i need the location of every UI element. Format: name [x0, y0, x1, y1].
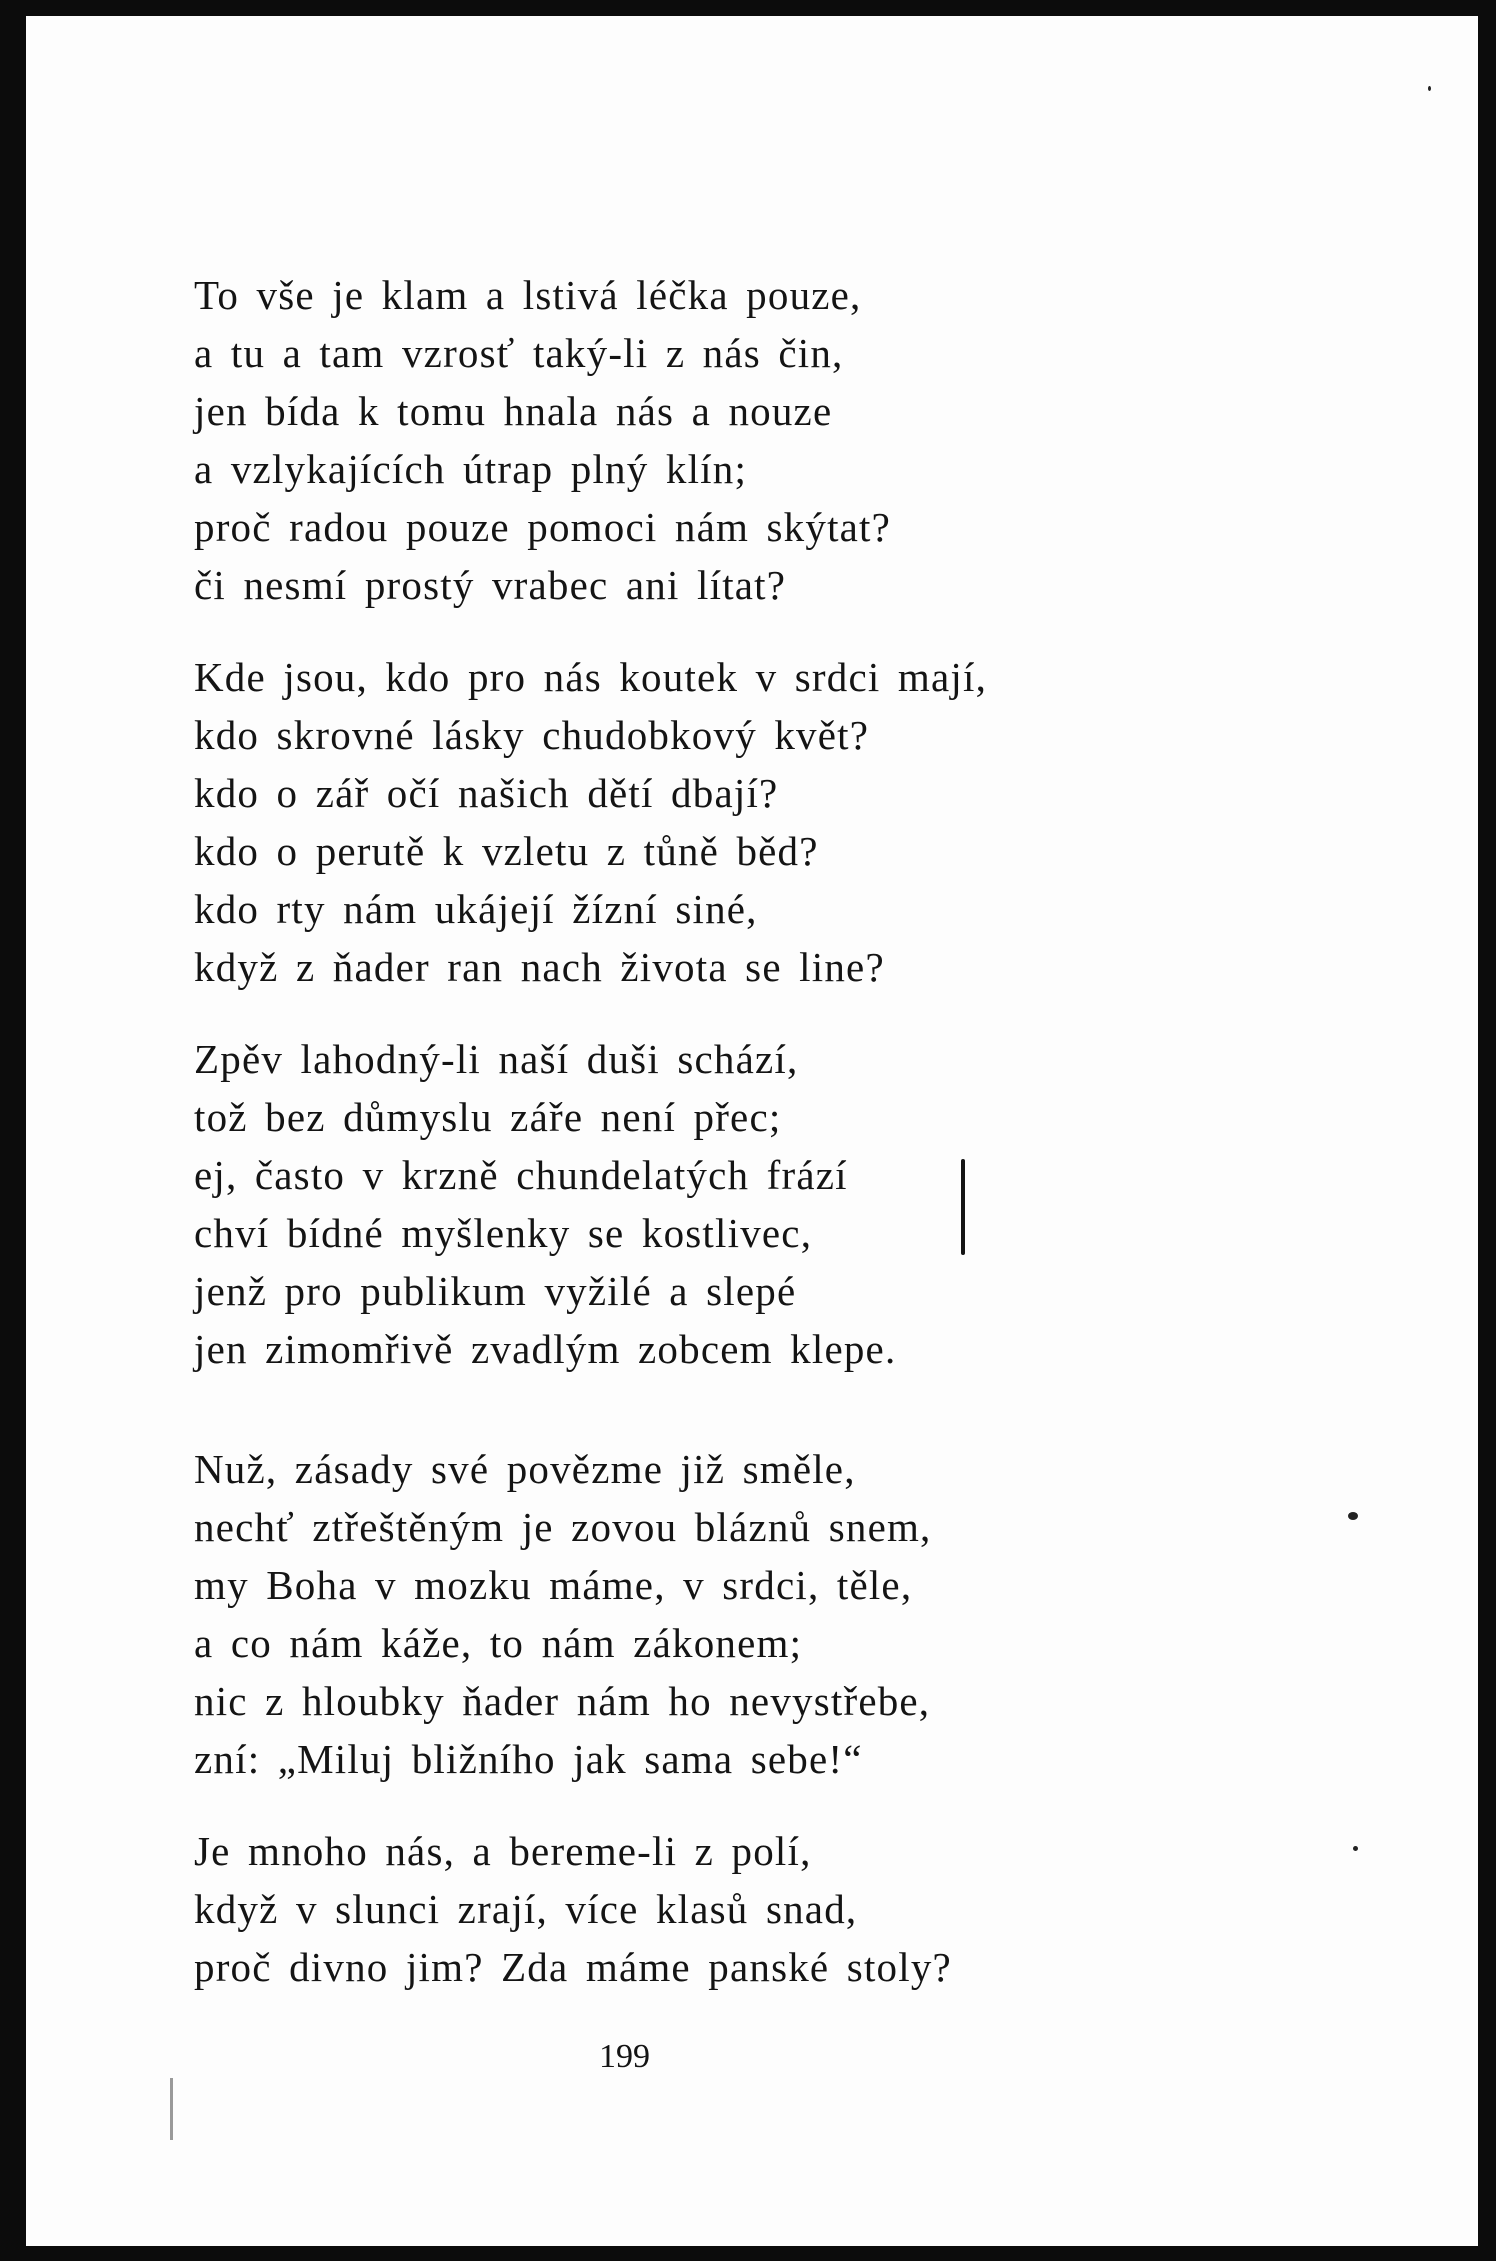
margin-mark: [170, 2078, 173, 2140]
margin-bracket-mark: [961, 1159, 965, 1255]
poem-line: jen zimomřivě zvadlým zobcem klepe.: [194, 1326, 897, 1372]
poem-line: Kde jsou, kdo pro nás koutek v srdci mají,: [194, 654, 988, 700]
poem-line: chví bídné myšlenky se kostlivec,: [194, 1210, 813, 1256]
stanza-5: [194, 1822, 1194, 1996]
poem-line: když v slunci zrají, více klasů snad,: [194, 1886, 858, 1932]
poem-line: když z ňader ran nach života se line?: [194, 944, 885, 990]
poem-line: kdo skrovné lásky chudobkový květ?: [194, 712, 870, 758]
ink-speck: [1428, 86, 1431, 91]
poem-line: nechť ztřeštěným je zovou bláznů snem,: [194, 1504, 932, 1550]
poem-line: a tu a tam vzrosť taký-li z nás čin,: [194, 330, 844, 376]
poem-line: my Boha v mozku máme, v srdci, těle,: [194, 1562, 913, 1608]
stanza-3: [194, 1030, 1194, 1378]
stanza-4: [194, 1440, 1194, 1788]
book-page: [26, 16, 1478, 2246]
poem-line: ej, často v krzně chundelatých frází: [194, 1152, 848, 1198]
poem-text: [194, 266, 1194, 1996]
stanza-1: [194, 266, 1194, 614]
poem-line: proč divno jim? Zda máme panské stoly?: [194, 1944, 952, 1990]
poem-line: proč radou pouze pomoci nám skýtat?: [194, 504, 892, 550]
poem-line: Zpěv lahodný-li naší duši schází,: [194, 1036, 799, 1082]
poem-line: a co nám káže, to nám zákonem;: [194, 1620, 803, 1666]
poem-line: jen bída k tomu hnala nás a nouze: [194, 388, 833, 434]
ink-speck: [1348, 1512, 1358, 1520]
stanza-2: [194, 648, 1194, 996]
poem-line: To vše je klam a lstivá léčka pouze,: [194, 272, 862, 318]
page-number: 199: [599, 2038, 650, 2075]
poem-line: kdo rty nám ukájejí žízní siné,: [194, 886, 758, 932]
poem-line: jenž pro publikum vyžilé a slepé: [194, 1268, 797, 1314]
poem-line: Nuž, zásady své povězme již směle,: [194, 1446, 856, 1492]
poem-line: nic z hloubky ňader nám ho nevystřebe,: [194, 1678, 931, 1724]
ink-speck: [1353, 1846, 1358, 1851]
poem-line: a vzlykajících útrap plný klín;: [194, 446, 748, 492]
poem-line: kdo o zář očí našich dětí dbají?: [194, 770, 779, 816]
poem-line: či nesmí prostý vrabec ani lítat?: [194, 562, 787, 608]
poem-line: zní: „Miluj bližního jak sama sebe!“: [194, 1736, 863, 1782]
poem-line: Je mnoho nás, a bereme-li z polí,: [194, 1828, 812, 1874]
poem-line: kdo o perutě k vzletu z tůně běd?: [194, 828, 819, 874]
poem-line: tož bez důmyslu záře není přec;: [194, 1094, 782, 1140]
